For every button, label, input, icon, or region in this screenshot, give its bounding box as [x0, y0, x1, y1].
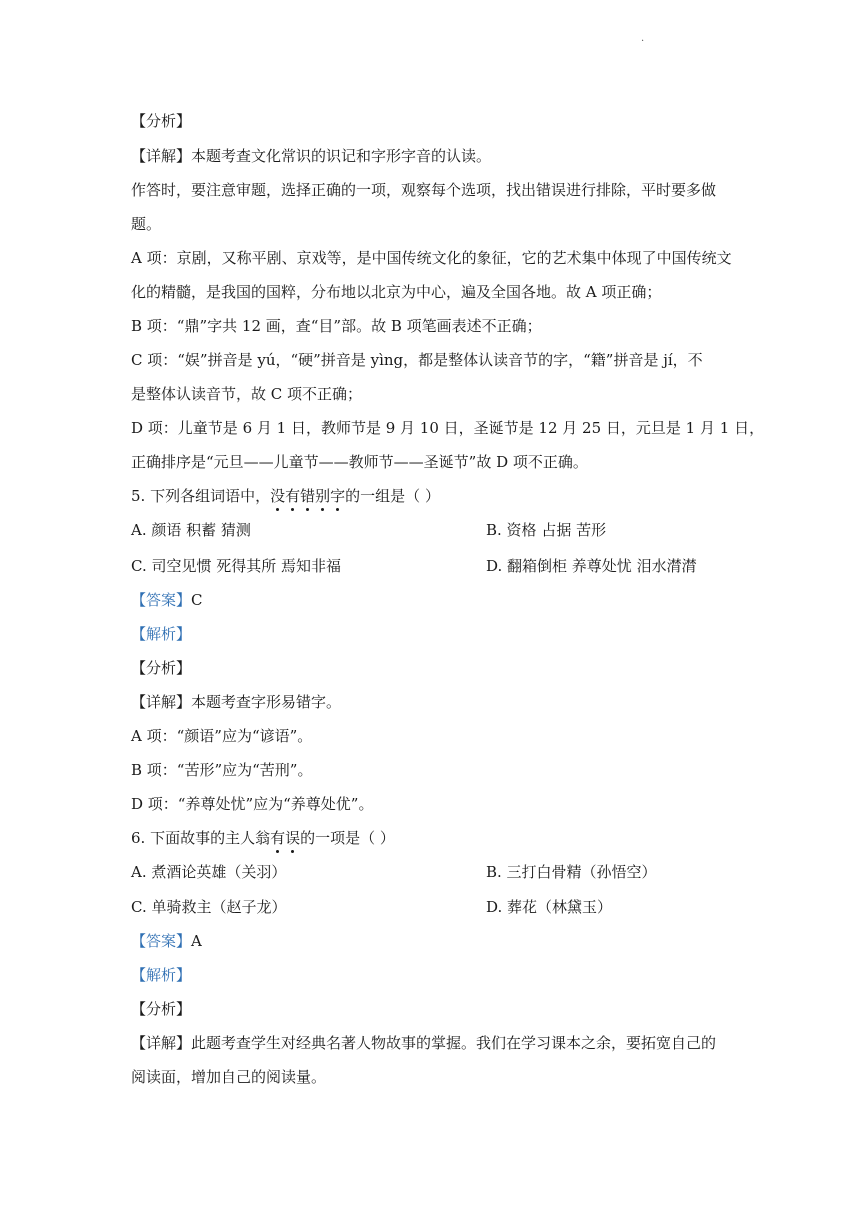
question-5-option-a: A. 颜语 积蓄 猜测	[131, 521, 251, 539]
option-d-explanation: D 项：儿童节是 6 月 1 日，教师节是 9 月 10 日，圣诞节是 12 月 25 日，元旦是 1 月 1 日，	[131, 419, 765, 437]
option-c-explanation: C 项：“娱”拼音是 yú，“硬”拼音是 yìng，都是整体认读音节的字，“籍”拼音是 jí，不	[131, 351, 703, 369]
emphasized-text	[270, 487, 345, 505]
question-5-option-d: D. 翻箱倒柜 养尊处忧 泪水潸潸	[486, 557, 697, 575]
paragraph-line: 作答时，要注意审题，选择正确的一项，观察每个选项，找出错误进行排除，平时要多做	[131, 181, 717, 199]
answer-tag: 【答案】	[131, 591, 192, 609]
option-d-explanation-cont: 正确排序是“元旦——儿童节——教师节——圣诞节”故 D 项不正确。	[131, 453, 588, 471]
question-5-option-b: B. 资格 占据 苦形	[486, 521, 607, 539]
question-5-explanation-tag: 【解析】	[131, 625, 192, 643]
detail-text: 【详解】此题考查学生对经典名著人物故事的掌握。我们在学习课本之余，要拓宽自己的	[131, 1034, 717, 1052]
emphasized-char: 有	[270, 829, 286, 847]
page-corner-dot: .	[641, 33, 645, 44]
question-6-explanation-tag: 【解析】	[131, 966, 192, 984]
answer-tag: 【答案】	[131, 932, 192, 950]
option-c-explanation-cont: 是整体认读音节，故 C 项不正确；	[131, 385, 363, 403]
analysis-heading: 【分析】	[131, 1000, 192, 1018]
emphasized-char: 误	[285, 829, 301, 847]
answer-value: C	[191, 591, 203, 609]
analysis-heading: 【分析】	[131, 659, 192, 677]
answer-value: A	[191, 932, 202, 950]
question-6-answer	[131, 931, 202, 951]
correction-line: A 项：“颜语”应为“谚语”。	[131, 727, 313, 745]
correction-line: D 项：“养尊处忧”应为“养尊处优”。	[131, 795, 374, 813]
correction-line: B 项：“苦形”应为“苦刑”。	[131, 761, 313, 779]
question-6-stem	[131, 828, 395, 848]
emphasized-char: 别	[315, 487, 331, 505]
emphasized-char: 字	[330, 487, 346, 505]
question-5-stem	[131, 486, 440, 506]
emphasized-text	[270, 829, 300, 847]
option-a-explanation: A 项：京剧，又称平剧、京戏等，是中国传统文化的象征，它的艺术集中体现了中国传统文	[131, 249, 732, 267]
stem-text: 的一项是（ ）	[300, 829, 395, 847]
option-b-explanation: B 项：“鼎”字共 12 画，查“目”部。故 B 项笔画表述不正确；	[131, 317, 542, 335]
option-a-explanation-cont: 化的精髓，是我国的国粹，分布地以北京为中心，遍及全国各地。故 A 项正确；	[131, 283, 662, 301]
detail-text: 【详解】本题考查字形易错字。	[131, 693, 342, 711]
emphasized-char: 有	[285, 487, 301, 505]
emphasized-char: 没	[270, 487, 286, 505]
question-6-option-d: D. 葬花（林黛玉）	[486, 898, 613, 916]
question-5-option-c: C. 司空见惯 死得其所 焉知非福	[131, 557, 342, 575]
emphasized-char: 错	[300, 487, 316, 505]
paragraph-line: 题。	[131, 215, 162, 233]
analysis-heading: 【分析】	[131, 112, 192, 130]
question-6-option-c: C. 单骑救主（赵子龙）	[131, 898, 287, 916]
question-6-option-a: A. 煮酒论英雄（关羽）	[131, 863, 287, 881]
detail-text-cont: 阅读面，增加自己的阅读量。	[131, 1068, 327, 1086]
detail-text: 【详解】本题考查文化常识的识记和字形字音的认读。	[131, 147, 492, 165]
stem-text: 的一组是（ ）	[345, 487, 440, 505]
question-5-answer	[131, 590, 203, 610]
stem-text: 6. 下面故事的主人翁	[131, 829, 271, 847]
question-6-option-b: B. 三打白骨精（孙悟空）	[486, 863, 657, 881]
stem-text: 5. 下列各组词语中，	[131, 487, 271, 505]
